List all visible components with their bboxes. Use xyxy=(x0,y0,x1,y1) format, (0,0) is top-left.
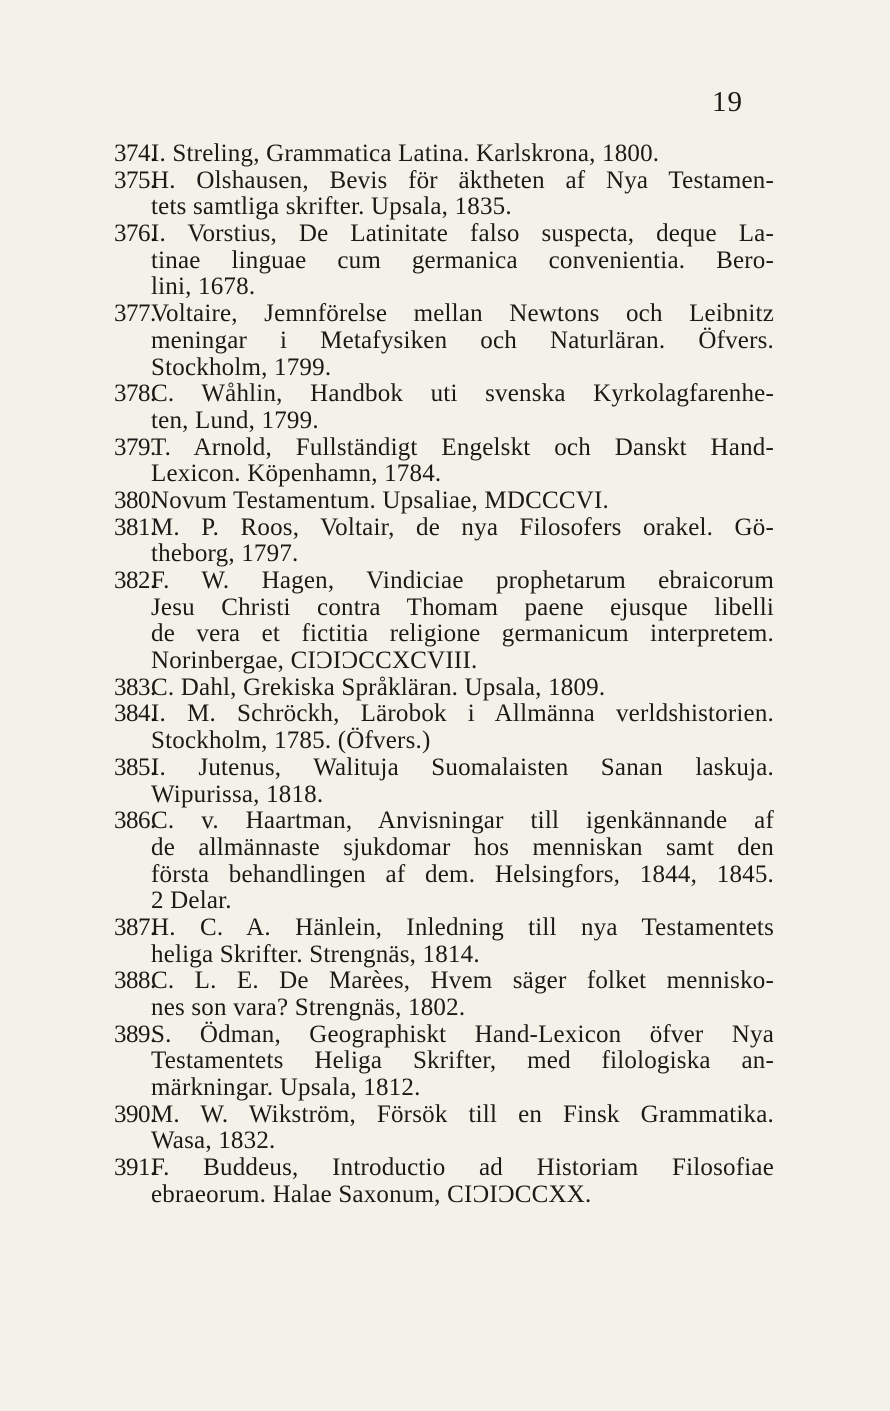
entry-text-line: 2 Delar. xyxy=(151,887,232,915)
entry-number: 391. xyxy=(114,1154,156,1182)
entry-number: 389. xyxy=(114,1020,156,1048)
bibliography-entry xyxy=(114,1022,774,1102)
entry-text-line: heliga Skrifter. Strengnäs, 1814. xyxy=(151,940,480,968)
bibliography-entry xyxy=(114,1155,774,1208)
entry-number: 374. xyxy=(114,140,156,167)
entry-text-line: I. M. Schröckh, Lärobok i Allmänna verldshistorien. xyxy=(151,700,774,728)
entry-number: 379. xyxy=(114,433,156,461)
entry-text-line: I. Vorstius, De Latinitate falso suspecta, deque La- xyxy=(151,220,774,248)
entry-text-line: Jesu Christi contra Thomam paene ejusque libelli xyxy=(151,593,774,621)
entry-number: 386. xyxy=(114,807,156,835)
entry-text-line: C. L. E. De Marèes, Hvem säger folket mennisko- xyxy=(151,967,774,995)
bibliography-entry xyxy=(114,168,774,221)
bibliography-entry xyxy=(114,968,774,1021)
entry-text-line: theborg, 1797. xyxy=(151,540,299,568)
entry-text-line: F. Buddeus, Introductio ad Historiam Filosofiae xyxy=(151,1154,774,1182)
bibliography-entry xyxy=(114,488,774,515)
entry-text-line: M. W. Wikström, Försök till en Finsk Grammatika. xyxy=(151,1100,774,1128)
entry-text-line: H. Olshausen, Bevis för äktheten af Nya Testamen- xyxy=(151,166,774,194)
entry-text-line: F. W. Hagen, Vindiciae prophetarum ebraicorum xyxy=(151,567,774,594)
entry-text-line: S. Ödman, Geographiskt Hand-Lexicon öfver Nya xyxy=(151,1020,774,1048)
entry-text-line: Voltaire, Jemnförelse mellan Newtons och Leibnitz xyxy=(151,300,774,328)
bibliography-entry xyxy=(114,808,774,915)
entry-number: 382. xyxy=(114,567,156,594)
entry-text-line: Wasa, 1832. xyxy=(151,1127,276,1155)
entry-text-line: T. Arnold, Fullständigt Engelskt och Danskt Hand- xyxy=(151,433,774,461)
bibliography-entry xyxy=(114,755,774,808)
bibliography-entry xyxy=(114,701,774,754)
entry-number: 388. xyxy=(114,967,156,995)
bibliography-entry xyxy=(114,301,774,381)
entry-text-line: ten, Lund, 1799. xyxy=(151,406,319,434)
entry-number: 390. xyxy=(114,1100,156,1128)
entry-text-line: I. Jutenus, Walituja Suomalaisten Sanan laskuja. xyxy=(151,753,774,781)
bibliography-entry xyxy=(114,568,774,675)
bibliography-entry xyxy=(114,381,774,434)
entry-text-line: de vera et fictitia religione germanicum interpretem. xyxy=(151,620,774,648)
entry-text-line: Novum Testamentum. Upsaliae, MDCCCVI. xyxy=(151,486,609,514)
entry-number: 376. xyxy=(114,220,156,248)
entry-text-line: H. C. A. Hänlein, Inledning till nya Testamentets xyxy=(151,913,774,941)
entry-text-line: meningar i Metafysiken och Naturläran. Öfvers. xyxy=(151,326,774,354)
bibliography-list xyxy=(114,141,774,1209)
entry-text-line: tets samtliga skrifter. Upsala, 1835. xyxy=(151,193,512,221)
entry-text-line: Testamentets Heliga Skrifter, med filologiska an- xyxy=(151,1047,774,1075)
bibliography-entry xyxy=(114,915,774,968)
entry-text-line: I. Streling, Grammatica Latina. Karlskrona, 1800. xyxy=(151,140,660,167)
page-number: 19 xyxy=(712,86,743,118)
entry-text-line: C. Wåhlin, Handbok uti svenska Kyrkolagfarenhe- xyxy=(151,380,774,408)
entry-text-line: Wipurissa, 1818. xyxy=(151,780,324,808)
entry-number: 377. xyxy=(114,300,156,328)
bibliography-entry xyxy=(114,675,774,702)
entry-text-line: ebraeorum. Halae Saxonum, CIƆIƆCCXX. xyxy=(151,1180,592,1208)
bibliography-entry xyxy=(114,141,774,168)
entry-text-line: nes son vara? Strengnäs, 1802. xyxy=(151,994,466,1021)
entry-text-line: de allmännaste sjukdomar hos menniskan samt den xyxy=(151,833,774,861)
entry-text-line: Norinbergae, CIƆIƆCCXCVIII. xyxy=(151,647,478,675)
entry-number: 381. xyxy=(114,513,156,541)
entry-text-line: märkningar. Upsala, 1812. xyxy=(151,1074,421,1102)
entry-text-line: M. P. Roos, Voltair, de nya Filosofers orakel. Gö- xyxy=(151,513,774,541)
entry-text-line: första behandlingen af dem. Helsingfors, 1844, 1845. xyxy=(151,860,774,888)
entry-number: 383. xyxy=(114,673,156,701)
entry-text-line: tinae linguae cum germanica convenientia. Bero- xyxy=(151,246,774,274)
entry-text-line: C. v. Haartman, Anvisningar till igenkännande af xyxy=(151,807,774,835)
entry-number: 384. xyxy=(114,700,156,728)
entry-text-line: C. Dahl, Grekiska Språkläran. Upsala, 1809. xyxy=(151,673,606,701)
entry-number: 375. xyxy=(114,166,156,194)
bibliography-entry xyxy=(114,435,774,488)
entry-text-line: Lexicon. Köpenhamn, 1784. xyxy=(151,460,442,488)
entry-number: 380. xyxy=(114,486,156,514)
bibliography-entry xyxy=(114,221,774,301)
entry-text-line: Stockholm, 1799. xyxy=(151,353,332,381)
entry-number: 387. xyxy=(114,913,156,941)
bibliography-entry xyxy=(114,1102,774,1155)
entry-text-line: lini, 1678. xyxy=(151,273,256,301)
entry-number: 378. xyxy=(114,380,156,408)
entry-text-line: Stockholm, 1785. (Öfvers.) xyxy=(151,727,431,755)
bibliography-entry xyxy=(114,515,774,568)
entry-number: 385. xyxy=(114,753,156,781)
